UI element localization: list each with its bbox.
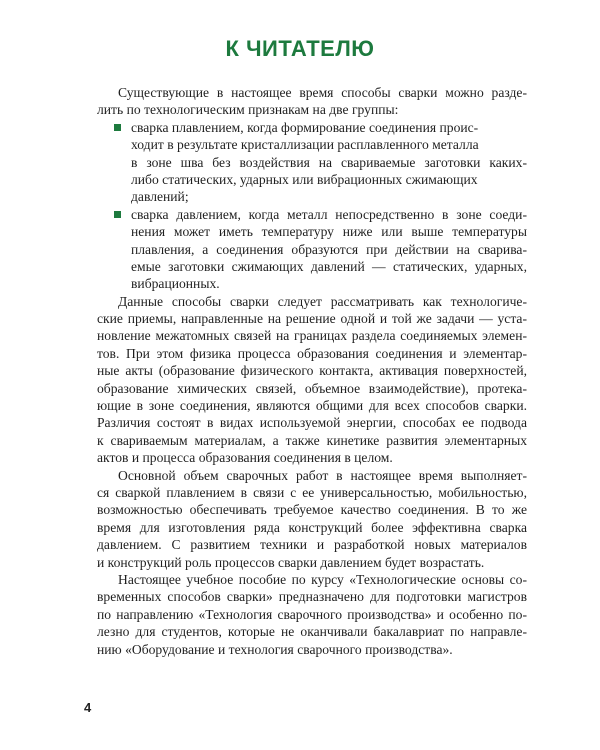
page-title: К ЧИТАТЕЛЮ: [225, 36, 375, 61]
text-line: [97, 484, 527, 501]
line-text: Существующие в настоящее время способы сварки можно разде-: [118, 85, 527, 100]
line-text: ющие в зоне соединения, являются общими для всех способов сварки.: [97, 398, 527, 414]
line-text: ные акты (образование физического контакта, активация поверхностей,: [97, 363, 527, 379]
line-text: нию «Оборудование и технология сварочного производства».: [97, 641, 453, 657]
page-number: 4: [84, 700, 92, 715]
line-text: ходит в результате кристаллизации расплавленного металла: [131, 137, 479, 153]
line-text: образование химических связей, объемное взаимодействие), протека-: [97, 380, 527, 396]
line-text: к свариваемым материалам, а также кинетике развития элементарных: [97, 432, 527, 448]
text-line: [97, 362, 527, 379]
text-line: [97, 467, 527, 484]
text-line: [97, 606, 527, 623]
text-line: [97, 101, 527, 118]
list-item-line: [97, 206, 527, 223]
line-text: тов. При этом физика процесса образования соединения и элементар-: [97, 345, 527, 361]
text-line: [97, 397, 527, 414]
line-text: плавления, а соединения образуются при действии на сварива-: [131, 241, 527, 257]
text-line: [97, 84, 527, 101]
line-text: актов и процесса образования соединения в целом.: [97, 450, 393, 466]
text-line: [97, 258, 527, 275]
text-line: [97, 501, 527, 518]
text-line: [97, 641, 527, 658]
text-line: [97, 554, 527, 571]
line-text: давлений;: [131, 189, 189, 205]
line-text: в зоне шва без воздействия на свариваемые заготовки каких-: [131, 154, 527, 170]
line-text: сварка давлением, когда металл непосредственно в зоне соеди-: [131, 206, 527, 222]
body-text: [97, 84, 527, 658]
text-line: [97, 310, 527, 327]
line-text: ские приемы, направленные на решение одной и той же задачи — уста-: [97, 311, 527, 327]
line-text: вибрационных.: [131, 276, 220, 292]
text-line: [97, 154, 527, 171]
text-line: [97, 223, 527, 240]
line-text: нения может иметь температуру ниже или выше температуры: [131, 224, 527, 240]
text-line: [97, 432, 527, 449]
line-text: Данные способы сварки следует рассматривать как технологиче-: [118, 293, 527, 309]
text-line: [97, 293, 527, 310]
line-text: лить по технологическим признакам на две группы:: [97, 102, 399, 118]
line-text: сварка плавлением, когда формирование соединения проис-: [131, 119, 479, 135]
line-text: Различия состоят в видах используемой энергии, способах ее подвода: [97, 415, 527, 431]
line-text: по направлению «Технология сварочного производства» и особенно по-: [97, 606, 527, 622]
line-text: емые заготовки сжимающих давлений — статических, ударных,: [131, 258, 527, 274]
line-text: и конструкций роль процессов сварки давлением будет возрастать.: [97, 554, 485, 570]
text-line: [97, 536, 527, 553]
text-line: [97, 623, 527, 640]
text-line: [97, 327, 527, 344]
text-line: [97, 588, 527, 605]
line-text: Настоящее учебное пособие по курсу «Технологические основы со-: [118, 571, 527, 587]
line-text: давлением. С развитием техники и разработкой новых материалов: [97, 537, 527, 553]
line-text: либо статических, ударных или вибрационных сжимающих: [131, 171, 478, 187]
text-line: [97, 136, 527, 153]
line-text: ся сваркой плавлением в связи с ее универсальностью, мобильностью,: [97, 484, 527, 500]
text-line: [97, 571, 527, 588]
bullet-square-icon: [114, 211, 121, 218]
line-text: временных способов сварки» предназначено для подготовки магистров: [97, 589, 527, 605]
text-line: [97, 241, 527, 258]
text-line: [97, 171, 527, 188]
text-line: [97, 275, 527, 292]
list-item-line: [97, 119, 527, 136]
text-line: [97, 345, 527, 362]
text-line: [97, 188, 527, 205]
line-text: лезно для студентов, которые не оканчивали бакалавриат по направле-: [97, 624, 527, 640]
line-text: время для изготовления ряда конструкций более эффективна сварка: [97, 519, 527, 535]
text-line: [97, 414, 527, 431]
line-text: новление межатомных связей на границах раздела соединяемых элемен-: [97, 328, 527, 344]
text-line: [97, 519, 527, 536]
line-text: возможностью обеспечивать требуемое качество соединения. В то же: [97, 502, 527, 518]
bullet-square-icon: [114, 124, 121, 131]
line-text: Основной объем сварочных работ в настоящее время выполняет-: [118, 467, 527, 483]
text-line: [97, 449, 527, 466]
text-line: [97, 380, 527, 397]
